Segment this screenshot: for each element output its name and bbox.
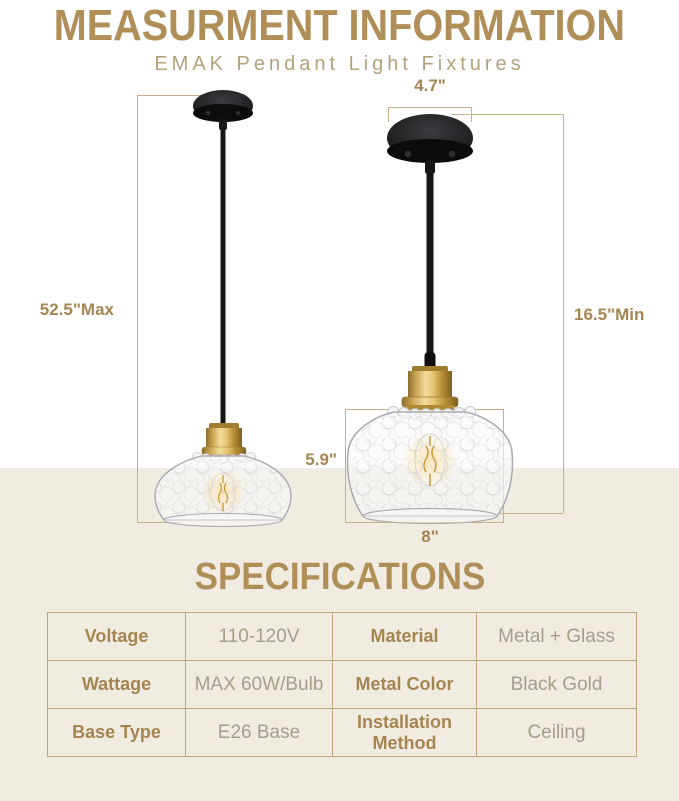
spec-value-installation-method: Ceiling bbox=[477, 709, 637, 757]
page-title-text: MEASURMENT INFORMATION bbox=[53, 1, 626, 50]
canopy bbox=[193, 90, 253, 130]
shade-height-label: 5.9" bbox=[305, 450, 337, 469]
canopy-screw bbox=[405, 151, 412, 158]
spec-value-material: Metal + Glass bbox=[477, 613, 637, 661]
spec-value-metal-color: Black Gold bbox=[477, 661, 637, 709]
socket-holder bbox=[402, 366, 458, 410]
hanging-rod bbox=[427, 172, 434, 356]
table-row bbox=[48, 613, 637, 661]
spec-label-wattage: Wattage bbox=[48, 661, 186, 709]
page-subtitle: EMAK Pendant Light Fixtures bbox=[154, 53, 525, 75]
socket-holder bbox=[202, 423, 246, 455]
canopy-screw bbox=[206, 111, 210, 115]
canopy-screw bbox=[236, 111, 240, 115]
glass-shade bbox=[348, 407, 513, 524]
spec-label-base-type: Base Type bbox=[48, 709, 186, 757]
specifications-heading-text: SPECIFICATIONS bbox=[194, 556, 485, 598]
page-title bbox=[0, 1, 679, 51]
spec-value-base-type: E26 Base bbox=[186, 709, 333, 757]
spec-label-material: Material bbox=[333, 613, 477, 661]
max-height-label: 52.5"Max bbox=[39, 300, 114, 319]
pendant-lamp-full-length-image bbox=[125, 82, 320, 532]
table-row bbox=[48, 661, 637, 709]
canopy bbox=[387, 114, 473, 174]
min-height-bracket-vertical-line bbox=[563, 114, 564, 513]
glass-shade bbox=[155, 453, 291, 527]
pendant-lamp-closeup-image bbox=[330, 108, 540, 532]
specifications-table bbox=[47, 612, 637, 757]
spec-label-voltage: Voltage bbox=[48, 613, 186, 661]
min-height-label: 16.5"Min bbox=[574, 305, 645, 324]
canopy-screw bbox=[449, 151, 456, 158]
spec-label-metal-color: Metal Color bbox=[333, 661, 477, 709]
hanging-rod bbox=[221, 128, 226, 428]
spec-label-installation-method: Installation Method bbox=[333, 709, 477, 757]
table-row bbox=[48, 709, 637, 757]
spec-value-wattage: MAX 60W/Bulb bbox=[186, 661, 333, 709]
shade-width-label: 8" bbox=[421, 527, 439, 546]
spec-value-voltage: 110-120V bbox=[186, 613, 333, 661]
specifications-heading bbox=[0, 556, 679, 599]
canopy-width-label: 4.7" bbox=[414, 76, 446, 95]
